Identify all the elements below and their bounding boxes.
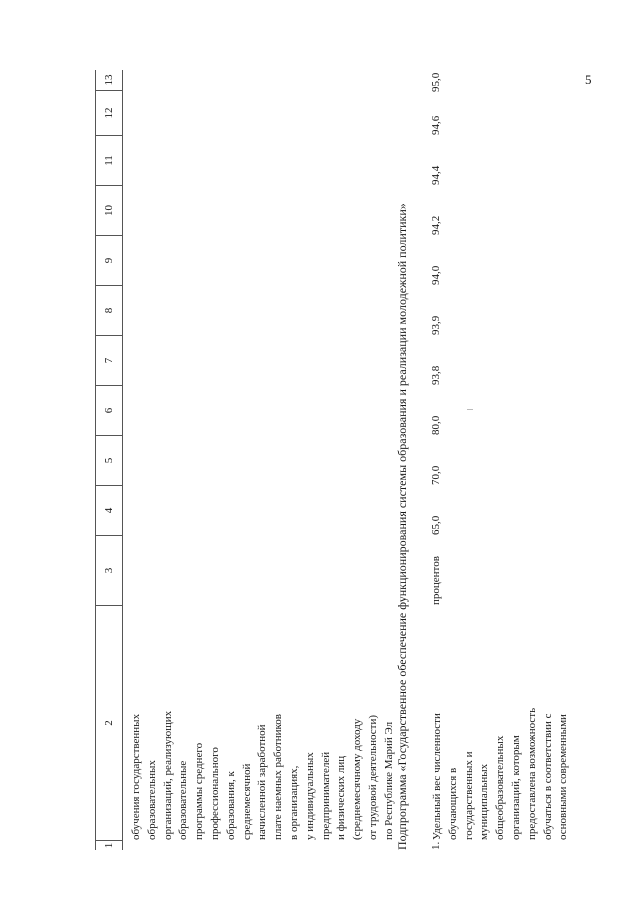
value-col-13: 95,0 xyxy=(430,72,442,92)
header-col-2: 2 xyxy=(96,605,122,840)
text-line: обучаться в соответствии с xyxy=(541,713,554,840)
text-line: от трудовой деятельности) xyxy=(366,714,379,840)
text-line: в организациях, xyxy=(287,765,300,840)
value-col-5: 70,0 xyxy=(430,465,442,485)
text-line: обучения государственных xyxy=(130,713,142,840)
value-col-9: 94,0 xyxy=(430,265,442,285)
header-col-3: 3 xyxy=(96,535,122,605)
header-col-10: 10 xyxy=(96,185,122,235)
value-col-11: 94,4 xyxy=(430,165,442,185)
continued-row-text xyxy=(129,615,398,840)
text-line: образовательные xyxy=(177,760,190,840)
text-line: государственных и xyxy=(462,751,475,840)
value-col-4: 65,0 xyxy=(430,515,442,535)
value-col-8: 93,9 xyxy=(430,315,442,335)
page-number: 5 xyxy=(585,72,592,87)
text-line: среднемесячной xyxy=(240,763,253,840)
header-col-13: 13 xyxy=(103,74,115,86)
text-line: (среднемесячному доходу xyxy=(351,718,364,840)
value-col-7: 93,8 xyxy=(430,365,442,385)
text-line: плате наемных работников xyxy=(272,714,285,840)
header-col-9: 9 xyxy=(96,235,122,285)
text-line: обучающихся в xyxy=(446,767,459,840)
row-unit: процентов xyxy=(430,556,442,605)
text-line: организаций, которым xyxy=(509,735,522,840)
value-col-10: 94,2 xyxy=(430,215,442,235)
text-line: предпринимателей xyxy=(319,751,332,840)
text-line: организаций, реализующих xyxy=(161,710,174,840)
scan-mark xyxy=(467,409,473,410)
header-col-8: 8 xyxy=(96,285,122,335)
text-line: по Республике Марий Эл xyxy=(382,721,395,840)
text-line: программы среднего xyxy=(193,742,206,840)
value-col-12: 94,6 xyxy=(430,115,442,135)
text-line: у индивидуальных xyxy=(303,752,316,840)
text-line: и физических лиц xyxy=(335,755,348,840)
rotated-table-sheet xyxy=(95,70,570,850)
text-line: общеобразовательных xyxy=(494,735,507,840)
text-line: образования, к xyxy=(224,771,237,840)
header-col-1: 1 xyxy=(96,840,122,850)
text-line: начисленной заработной xyxy=(256,724,269,840)
header-col-4: 4 xyxy=(96,485,122,535)
header-col-12: 12 xyxy=(96,90,122,135)
row-number: 1. xyxy=(430,841,442,850)
header-col-7: 7 xyxy=(96,335,122,385)
row-indicator-text xyxy=(430,615,572,840)
text-line: Удельный вес численности xyxy=(431,713,443,840)
text-line: предоставлена возможность xyxy=(525,707,538,840)
subprogram-title: Подпрограмма «Государственное обеспечение функционирования системы образования и реализации молодежной политики» xyxy=(395,203,409,850)
header-col-5: 5 xyxy=(96,435,122,485)
text-line: муниципальных xyxy=(478,763,491,840)
text-line: образовательных xyxy=(145,760,158,840)
column-number-header xyxy=(95,70,123,850)
header-col-11: 11 xyxy=(96,135,122,185)
header-col-6: 6 xyxy=(96,385,122,435)
text-line: профессионального xyxy=(208,747,221,840)
text-line: основными современными xyxy=(557,714,570,840)
value-col-6: 80,0 xyxy=(430,415,442,435)
